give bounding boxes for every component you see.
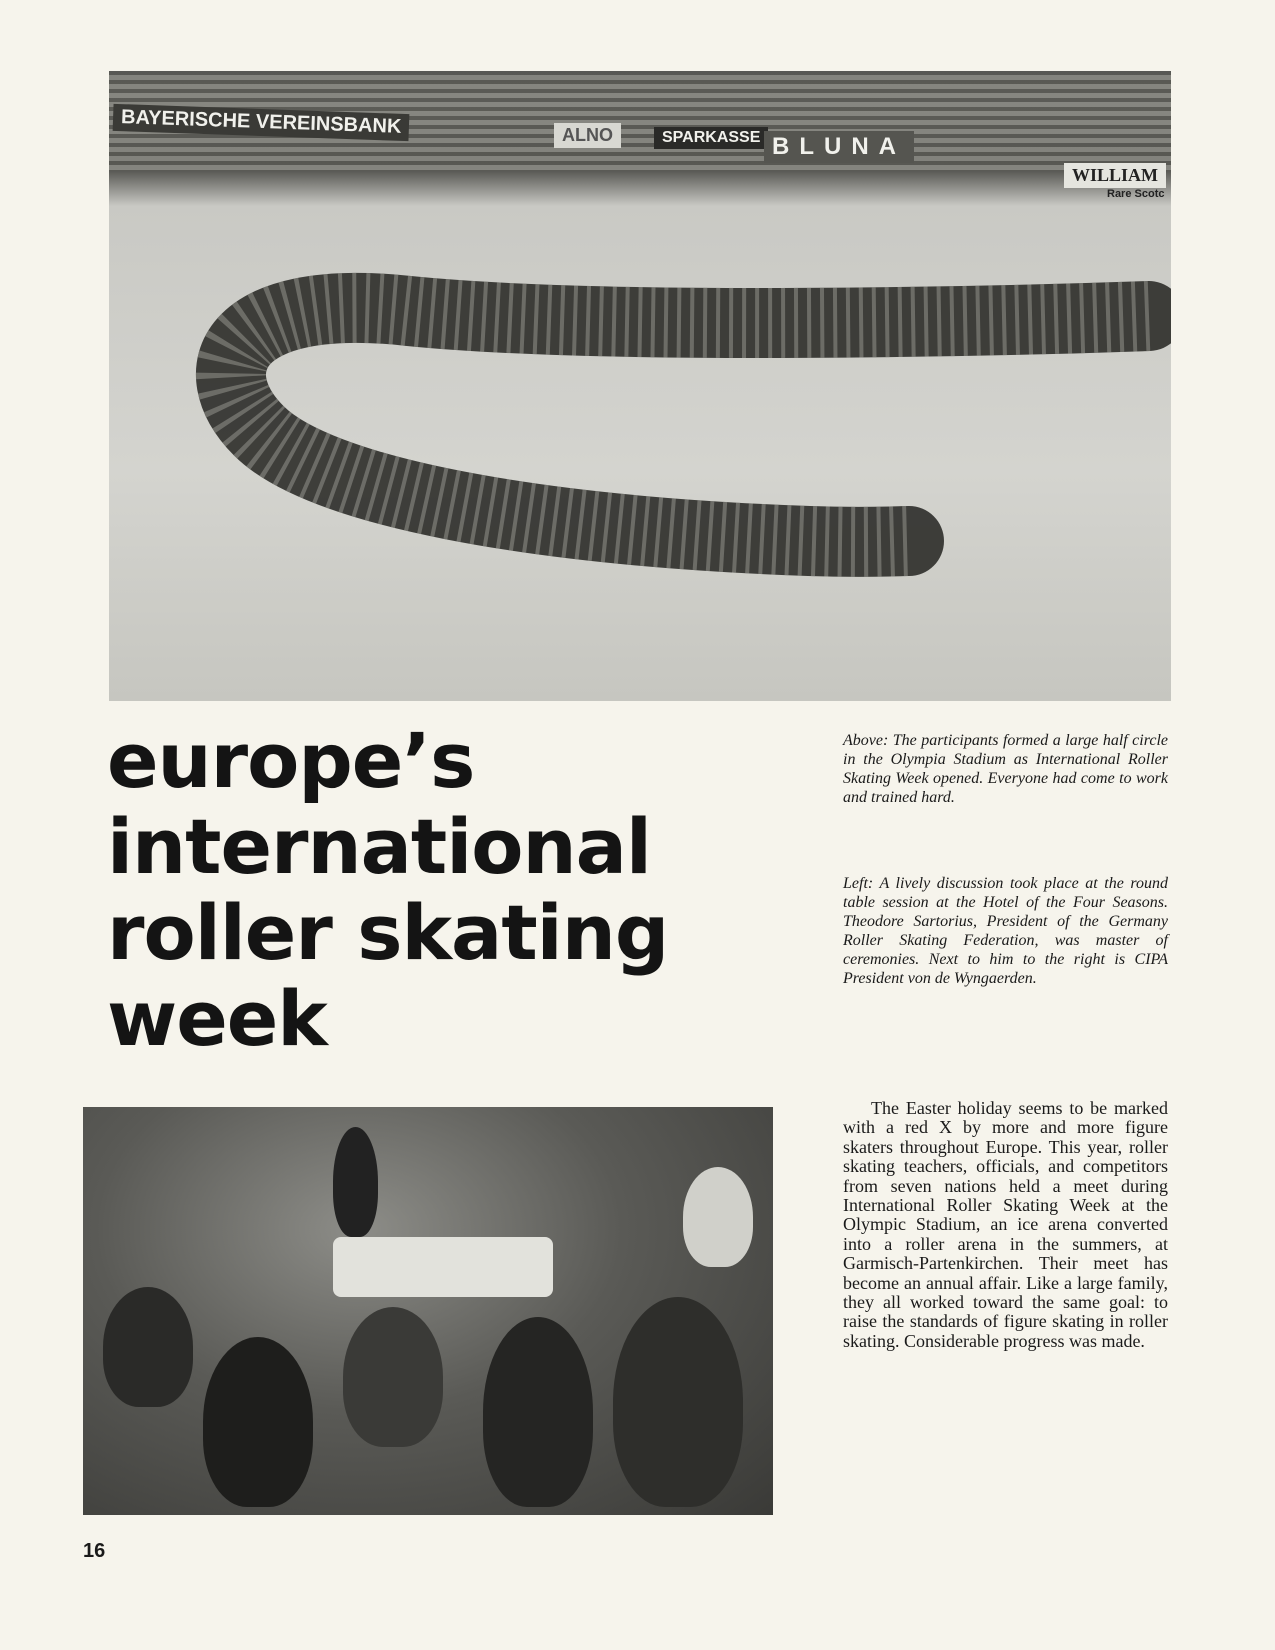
banner-vereinsbank: BAYERISCHE VEREINSBANK <box>113 104 410 141</box>
audience-figure <box>483 1317 593 1507</box>
title-line-4: week <box>107 974 327 1063</box>
banner-william: WILLIAM <box>1064 163 1166 188</box>
title-line-2: international <box>107 802 651 891</box>
banner-rare-scotch: Rare Scotc <box>1107 188 1165 200</box>
caption-above: Above: The participants formed a large half circle in the Olympia Stadium as International Roller Skating Week opened. Everyone had come to work and trained hard. <box>843 732 1168 806</box>
page-title <box>107 718 747 1062</box>
title-line-1: europe’s <box>107 716 475 805</box>
banner-bluna: BLUNA <box>764 131 914 163</box>
table-cloth <box>333 1237 553 1297</box>
title-line-3: roller skating <box>107 888 669 977</box>
skaters-half-circle <box>109 71 1171 701</box>
round-table-photo <box>83 1107 773 1515</box>
banner-sparkasse: SPARKASSE <box>654 127 768 149</box>
audience-figure <box>203 1337 313 1507</box>
audience-figure <box>613 1297 743 1507</box>
page-number: 16 <box>83 1540 106 1562</box>
speaker-figure <box>333 1127 378 1237</box>
caption-left: Left: A lively discussion took place at the round table session at the Hotel of the Four Seasons. Theodore Sartorius, President of the Germany Roller Skating Federation, was master of ceremonies. Next to him to the right is CIPA President von de Wyngaerden. <box>843 875 1168 987</box>
banner-alno: ALNO <box>554 123 621 148</box>
audience-figure <box>683 1167 753 1267</box>
audience-figure <box>343 1307 443 1447</box>
audience-figure <box>103 1287 193 1407</box>
stadium-photo <box>109 71 1171 701</box>
article-body: The Easter holiday seems to be marked with a red X by more and more figure skaters throughout Europe. This year, roller skating teachers, officials, and competitors from seven nations held a meet during International Roller Skating Week at the Olympic Stadium, an ice arena converted into a roller arena in the summers, at Garmisch-Partenkirchen. Their meet has become an annual affair. Like a large family, they all worked toward the same goal: to raise the standards of figure skating in roller skating. Considerable progress was made. <box>843 1098 1168 1351</box>
